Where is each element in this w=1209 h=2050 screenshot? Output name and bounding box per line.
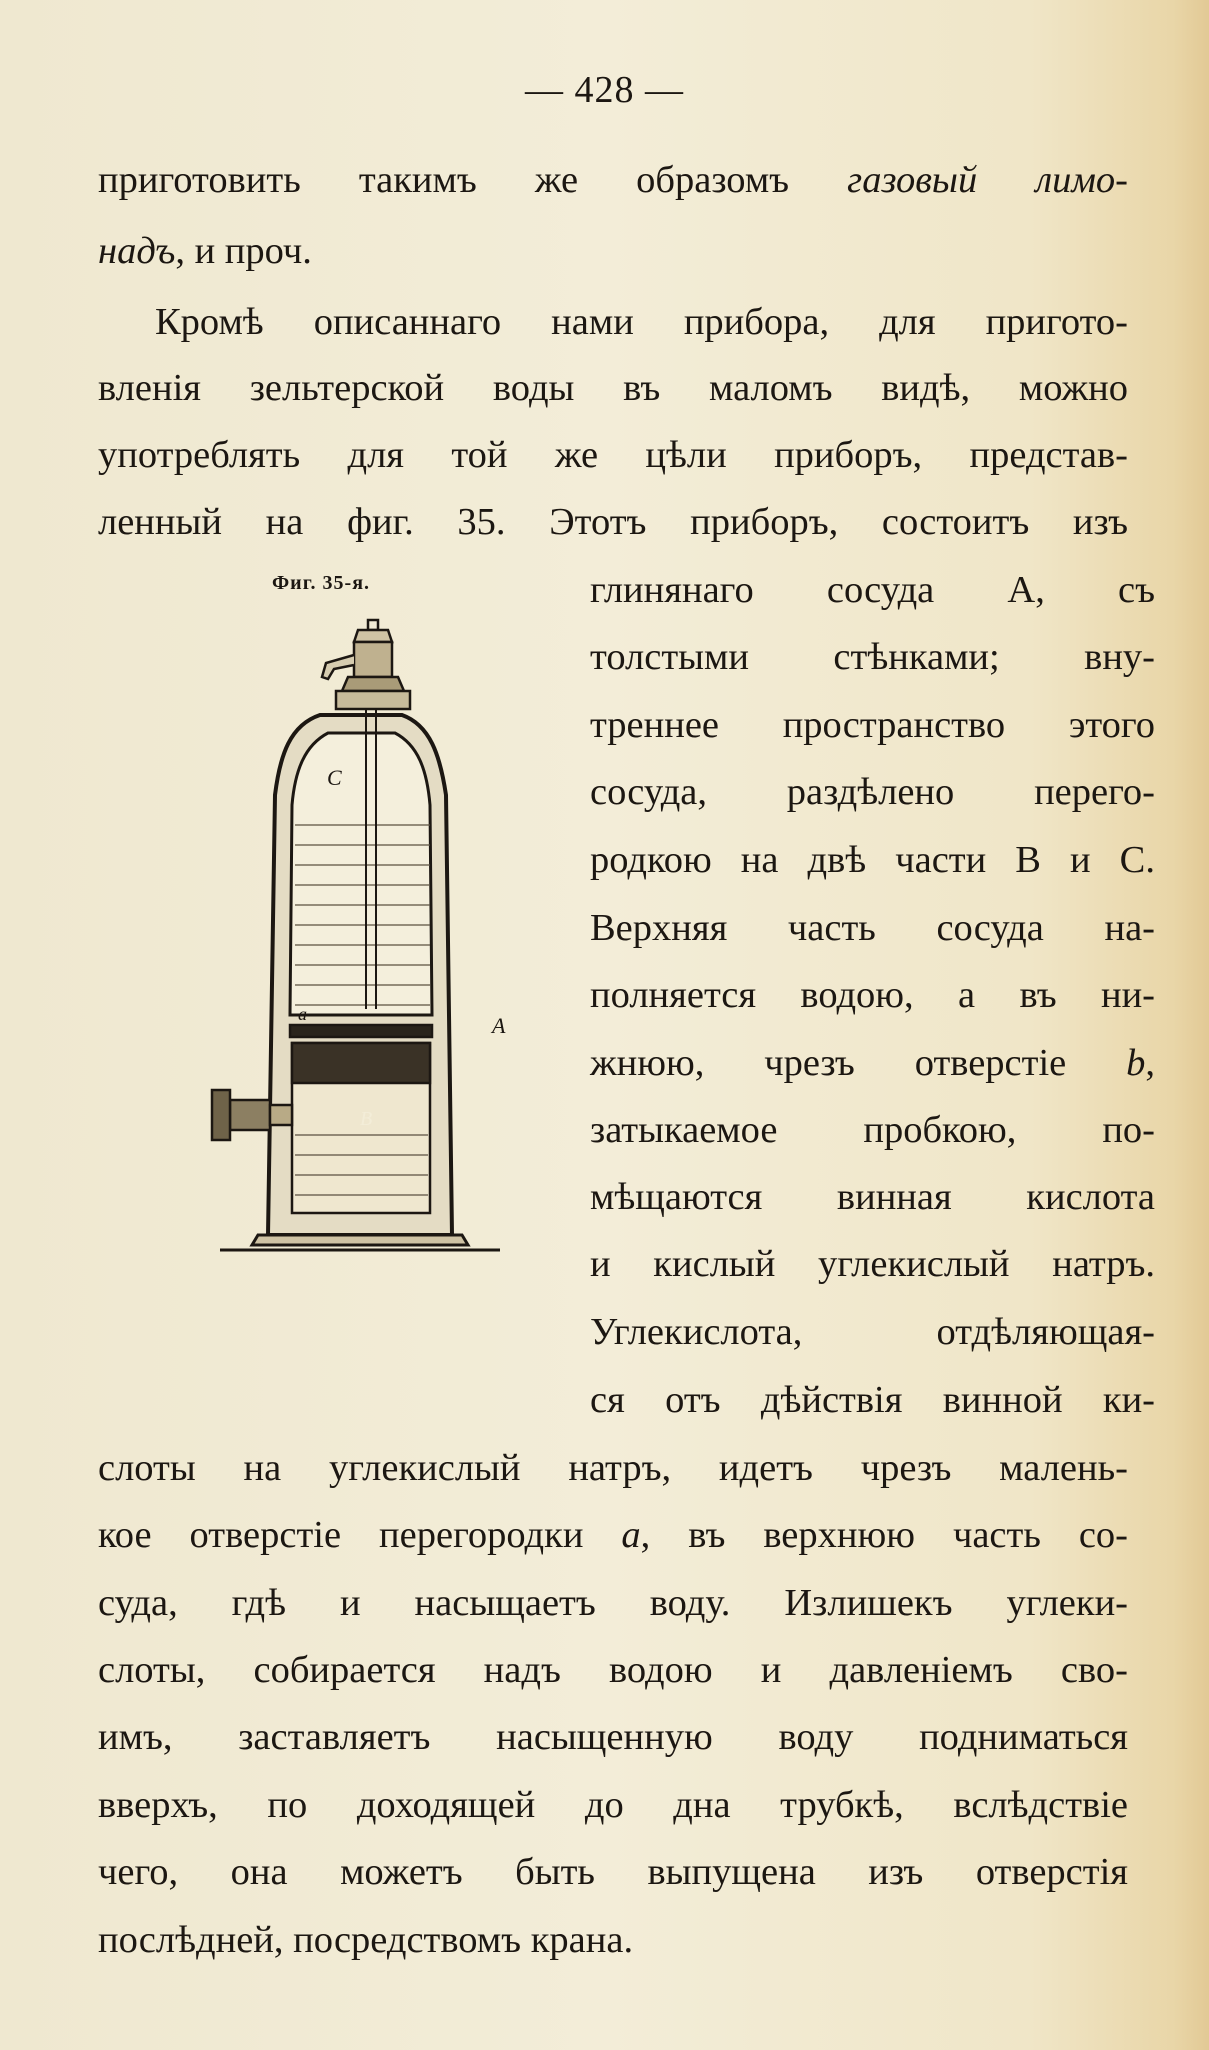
text-span: кое отверстіе перегородки <box>98 1514 622 1556</box>
label-B: B <box>360 1108 373 1130</box>
text-line: чего, она можетъ быть выпущена изъ отверстія <box>98 1851 1128 1893</box>
text-span: , въ верхнюю часть со- <box>640 1514 1128 1556</box>
text-line: полняется водою, а въ ни- <box>590 974 1155 1016</box>
text-span: приготовить такимъ же образомъ <box>98 159 848 201</box>
label-a: a <box>298 1004 307 1024</box>
label-A: A <box>492 1013 506 1038</box>
text-line: Верхняя часть сосуда на- <box>590 907 1155 949</box>
figure-caption: Фиг. 35-я. <box>272 572 371 594</box>
stopper-neck <box>270 1105 292 1125</box>
text-line <box>98 226 1128 276</box>
text-line: суда, гдѣ и насыщаетъ воду. Излишекъ углеки- <box>98 1582 1128 1624</box>
text-line: Кромѣ описаннаго нами прибора, для пригото- <box>155 301 1128 343</box>
page-number: — 428 — <box>525 69 684 111</box>
neck-ring <box>336 691 410 709</box>
text-line: ленный на фиг. 35. Этотъ приборъ, состоитъ изъ <box>98 501 1128 543</box>
text-span: жнюю, чрезъ отверстіе <box>590 1042 1127 1084</box>
text-line: вверхъ, по доходящей до дна трубкѣ, вслѣдствіе <box>98 1784 1128 1826</box>
text-line: ся отъ дѣйствія винной ки- <box>590 1379 1155 1421</box>
text-line <box>98 155 1128 205</box>
stopper <box>230 1100 270 1130</box>
text-line: слоты на углекислый натръ, идетъ чрезъ малень- <box>98 1447 1128 1489</box>
text-line: имъ, заставляетъ насыщенную воду подниматься <box>98 1716 1128 1758</box>
italic-letter: b <box>1126 1042 1146 1084</box>
siphon-vessel-illustration <box>140 595 540 1415</box>
head-body <box>354 642 392 677</box>
text-line: мѣщаются винная кислота <box>590 1176 1155 1218</box>
italic-term: надъ <box>98 230 176 272</box>
text-line: Углекислота, отдѣляющая- <box>590 1311 1155 1353</box>
text-line: и кислый углекислый натръ. <box>590 1243 1155 1285</box>
text-line: сосуда, раздѣлено перего- <box>590 771 1155 813</box>
knob <box>368 620 378 630</box>
head-cap <box>354 630 392 642</box>
text-line: глинянаго сосуда А, съ <box>590 569 1155 611</box>
text-span: , <box>1145 1042 1155 1084</box>
label-c: C <box>327 765 342 790</box>
spout <box>322 655 354 679</box>
text-line: толстыми стѣнками; вну- <box>590 636 1155 678</box>
italic-letter: a <box>621 1514 641 1556</box>
text-span: , и проч. <box>175 230 312 272</box>
collar <box>342 677 404 691</box>
text-line: затыкаемое пробкою, по- <box>590 1109 1155 1151</box>
text-line <box>590 1038 1155 1088</box>
partition <box>290 1025 432 1037</box>
text-line: слоты, собирается надъ водою и давленіемъ сво- <box>98 1649 1128 1691</box>
text-line: родкою на двѣ части В и С. <box>590 839 1155 881</box>
text-line: треннее пространство этого <box>590 704 1155 746</box>
text-line: послѣдней, посредствомъ крана. <box>98 1919 634 1961</box>
italic-term: газовый лимо- <box>847 159 1128 201</box>
text-line: употреблять для той же цѣли приборъ, представ- <box>98 434 1128 476</box>
text-line: вленія зельтерской воды въ маломъ видѣ, можно <box>98 367 1128 409</box>
vessel-inner-upper <box>290 733 432 1015</box>
lower-chamber-top <box>292 1043 430 1083</box>
stopper-handle <box>212 1090 230 1140</box>
text-line <box>98 1510 1128 1560</box>
base <box>252 1235 468 1245</box>
